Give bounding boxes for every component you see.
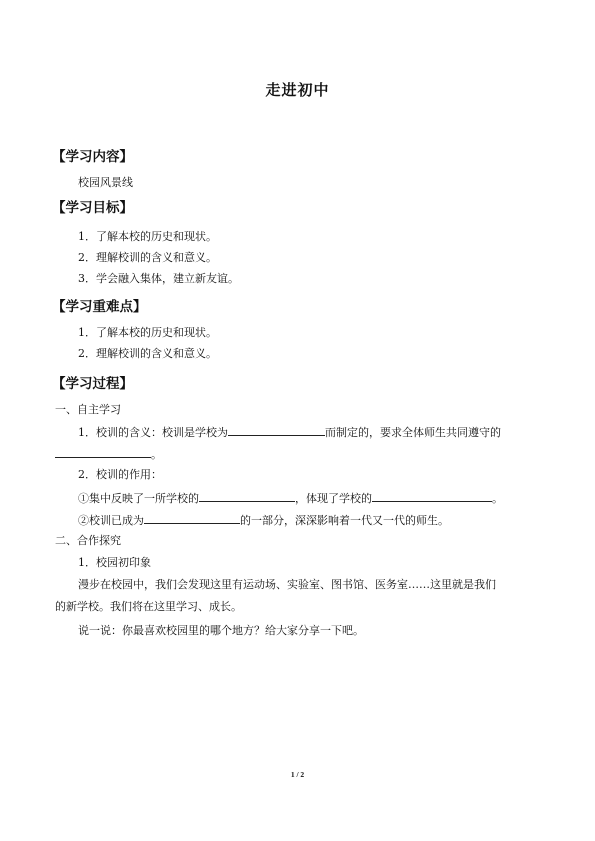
q2-1-text-b: ，体现了学校的 xyxy=(295,492,372,505)
page-title: 走进初中 xyxy=(265,81,330,99)
content-item: 校园风景线 xyxy=(78,176,133,189)
q1-line-2 xyxy=(55,446,162,462)
keypoint-item-1: 1．了解本校的历史和现状。 xyxy=(78,326,217,339)
q3-title: 1．校园初印象 xyxy=(78,556,151,569)
q2-item-2 xyxy=(78,512,449,528)
para1-line1: 漫步在校园中，我们会发现这里有运动场、实验室、图书馆、医务室……这里就是我们 xyxy=(78,578,496,591)
heading-study-goals: 【学习目标】 xyxy=(52,200,133,216)
part2-title: 二、合作探究 xyxy=(55,534,121,547)
part1-title: 一、自主学习 xyxy=(55,403,121,416)
para1-line2: 的新学校。我们将在这里学习、成长。 xyxy=(55,600,242,613)
keypoint-item-2: 2．理解校训的含义和意义。 xyxy=(78,347,217,360)
q1-line xyxy=(78,424,501,440)
q2-1-end: 。 xyxy=(492,492,503,505)
para2: 说一说：你最喜欢校园里的哪个地方？给大家分享一下吧。 xyxy=(78,624,364,637)
q1-end: 。 xyxy=(151,448,162,461)
goal-item-2: 2．理解校训的含义和意义。 xyxy=(78,251,217,264)
heading-study-content: 【学习内容】 xyxy=(52,149,133,165)
heading-key-points: 【学习重难点】 xyxy=(52,299,147,315)
q1-text-b: 而制定的，要求全体师生共同遵守的 xyxy=(325,426,501,439)
q2-2-text-a: ②校训已成为 xyxy=(78,514,144,527)
q2-title: 2．校训的作用： xyxy=(78,468,162,481)
q1-text-a: 1．校训的含义：校训是学校为 xyxy=(78,426,228,439)
fill-blank-5[interactable] xyxy=(144,512,240,524)
page-number: 1 / 2 xyxy=(290,770,305,779)
goal-item-3: 3．学会融入集体，建立新友谊。 xyxy=(78,272,239,285)
q2-2-text-b: 的一部分，深深影响着一代又一代的师生。 xyxy=(240,514,449,527)
q2-item-1 xyxy=(78,490,503,506)
fill-blank-4[interactable] xyxy=(372,490,492,502)
q2-1-text-a: ①集中反映了一所学校的 xyxy=(78,492,199,505)
goal-item-1: 1．了解本校的历史和现状。 xyxy=(78,230,217,243)
heading-study-process: 【学习过程】 xyxy=(52,376,133,392)
fill-blank-3[interactable] xyxy=(199,490,295,502)
fill-blank-1[interactable] xyxy=(228,424,325,436)
fill-blank-2[interactable] xyxy=(55,446,151,458)
